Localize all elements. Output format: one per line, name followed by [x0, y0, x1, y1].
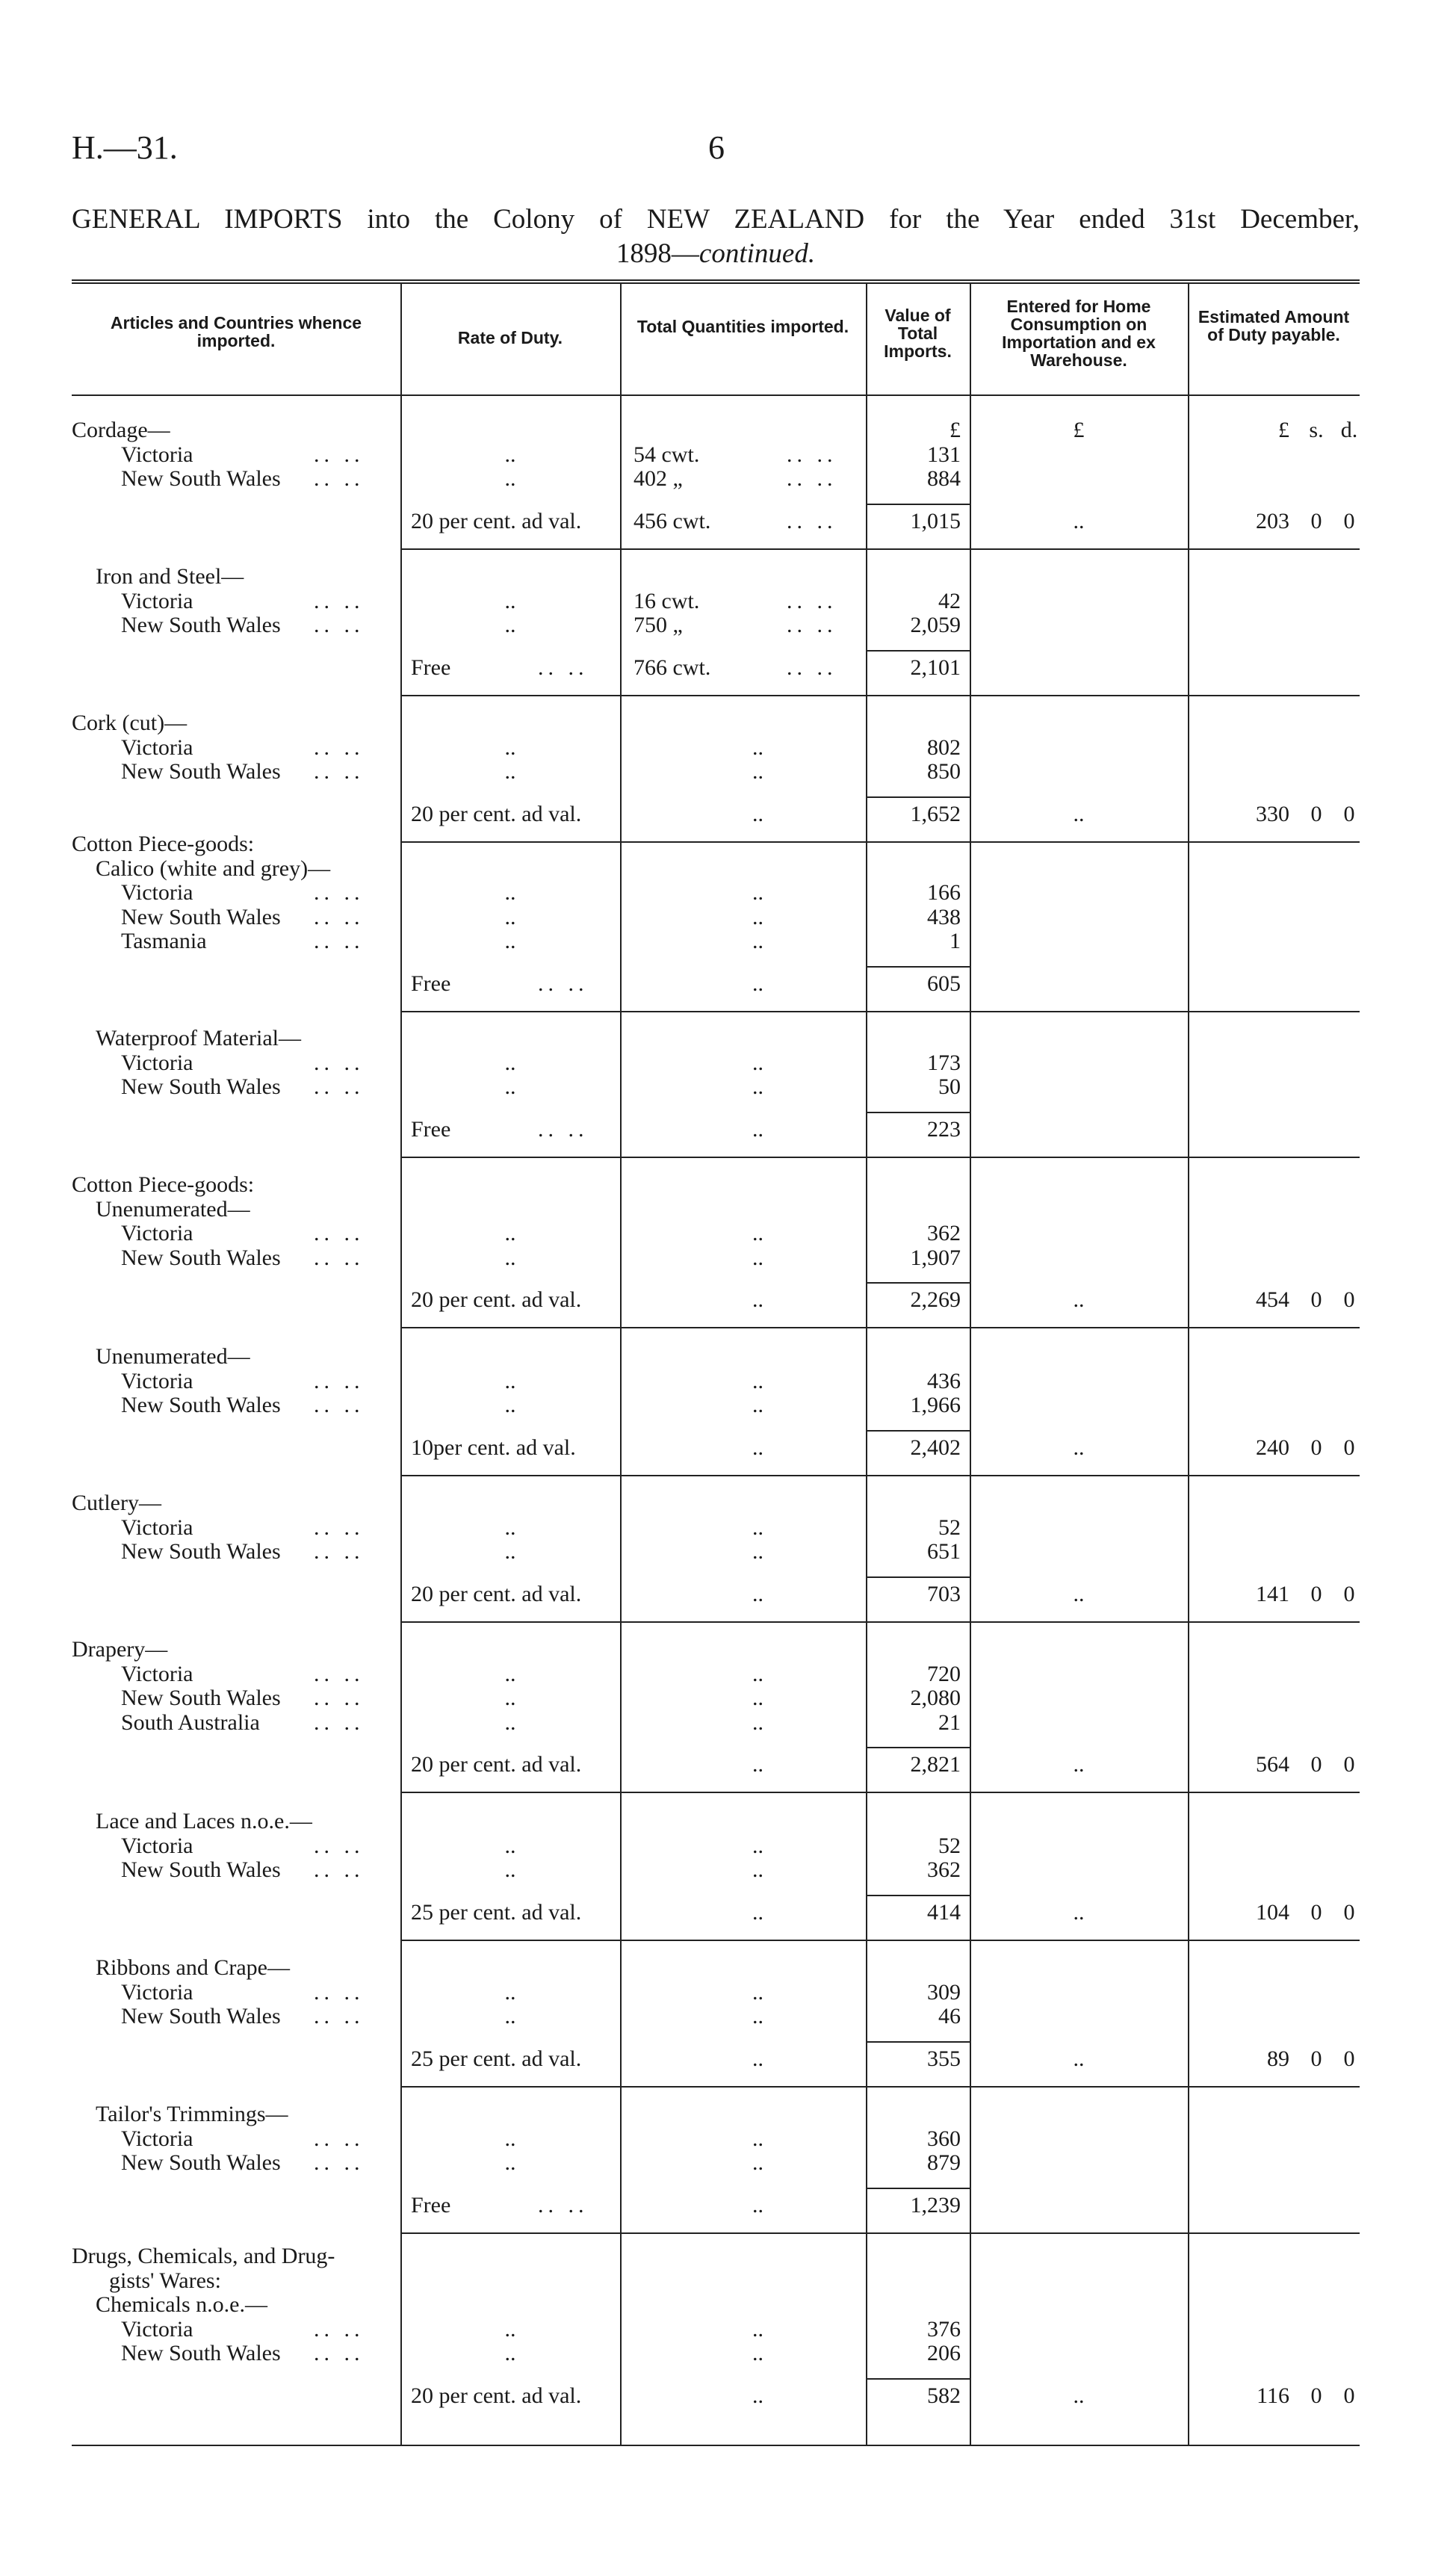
quantity-dots: .. — [752, 2004, 763, 2028]
table-title: GENERAL IMPORTS into the Colony of NEW ZEALAND for the Year ended 31st December, — [72, 204, 1360, 235]
duty-shillings: 0 — [1310, 1581, 1322, 1606]
rate-dots: .. — [504, 759, 516, 784]
section-heading: Tailor's Trimmings— — [96, 2102, 288, 2126]
rate-dots: .. — [504, 1368, 516, 1393]
quantity-dots: .. — [752, 1979, 763, 2005]
leader-dots: .. .. — [314, 1686, 365, 1710]
leader-dots: .. .. — [314, 1539, 365, 1564]
duty-pounds: 564 — [1256, 1752, 1289, 1777]
quantity-dots: .. .. — [787, 613, 837, 637]
section-heading: Drapery— — [72, 1637, 168, 1662]
leader-dots: .. .. — [314, 2004, 365, 2028]
column-divider — [970, 282, 971, 2445]
total-rate: 20 per cent. ad val. — [411, 1752, 582, 1777]
quantity-dots: .. — [752, 2150, 763, 2175]
country-name: Victoria — [121, 1368, 193, 1393]
rate-dots: .. — [504, 442, 516, 467]
row-value: 309 — [927, 1979, 961, 2005]
quantity: 750 „ — [633, 613, 683, 637]
country-name: Victoria — [121, 588, 193, 613]
country-name: Victoria — [121, 2316, 193, 2342]
rate-dots: .. — [504, 1661, 516, 1686]
row-value: 46 — [938, 2004, 961, 2028]
section-heading: Unenumerated— — [96, 1344, 250, 1369]
section-heading: Waterproof Material— — [96, 1026, 301, 1050]
quantity-dots: .. — [752, 1368, 763, 1393]
duty-pence: 0 — [1343, 508, 1355, 533]
entered-unit: £ — [1073, 418, 1085, 442]
total-value: 703 — [927, 1581, 961, 1606]
section-rule — [400, 548, 1360, 550]
leader-dots: .. .. — [314, 759, 365, 784]
rate-dots: .. — [504, 1979, 516, 2005]
quantity-dots: .. — [752, 1393, 763, 1417]
quantity-dots: .. — [752, 1050, 763, 1075]
duty-shillings: 0 — [1310, 1287, 1322, 1312]
duty-pounds: 203 — [1256, 508, 1289, 533]
column-header-value: Value of Total Imports. — [884, 306, 952, 361]
column-divider — [1188, 282, 1189, 2445]
leader-dots: .. .. — [314, 1833, 365, 1858]
leader-dots: .. .. — [314, 1074, 365, 1099]
quantity-dots: .. .. — [787, 588, 837, 613]
total-rate: 25 per cent. ad val. — [411, 2046, 582, 2071]
subtotal-rule — [866, 1430, 970, 1432]
quantity-dots: .. — [752, 1116, 763, 1142]
total-quantity: 766 cwt. — [633, 654, 711, 680]
section-rule — [400, 1621, 1360, 1623]
quantity-dots: .. — [752, 1857, 763, 1882]
row-value: 362 — [927, 1221, 961, 1245]
country-name: New South Wales — [121, 1857, 281, 1882]
row-value: 1,966 — [910, 1393, 961, 1417]
section-heading: Cotton Piece-goods: — [72, 832, 255, 856]
subtotal-rule — [866, 1895, 970, 1896]
total-value: 582 — [927, 2383, 961, 2408]
quantity-dots: .. — [752, 2192, 763, 2218]
country-name: New South Wales — [121, 1686, 281, 1710]
row-value: 1 — [950, 929, 961, 953]
leader-dots: .. .. — [314, 2126, 365, 2151]
leader-dots: .. .. — [314, 880, 365, 905]
country-name: Victoria — [121, 1979, 193, 2005]
subtotal-rule — [866, 1282, 970, 1284]
total-value: 2,402 — [910, 1435, 961, 1460]
duty-pence: 0 — [1343, 1287, 1355, 1312]
rate-dots: .. — [504, 880, 516, 905]
leader-dots: .. .. — [314, 442, 365, 467]
page-reference: H.—31. — [72, 129, 178, 166]
country-name: Victoria — [121, 1514, 193, 1540]
leader-dots: .. .. — [314, 734, 365, 760]
row-value: 42 — [938, 588, 961, 613]
rate-dots: .. — [504, 929, 516, 953]
entered-value: .. — [1073, 1581, 1085, 1606]
section-rule — [400, 2086, 1360, 2088]
total-value: 355 — [927, 2046, 961, 2071]
subtotal-rule — [866, 1576, 970, 1578]
quantity-dots: .. — [752, 904, 763, 929]
duty-pence-unit: d. — [1340, 418, 1358, 442]
country-name: Victoria — [121, 734, 193, 760]
rate-dots: .. — [504, 2341, 516, 2365]
leader-dots: .. .. — [314, 2341, 365, 2365]
country-name: Tasmania — [121, 929, 207, 953]
country-name: Victoria — [121, 1661, 193, 1686]
rate-dots: .. — [504, 2316, 516, 2342]
entered-value: .. — [1073, 801, 1085, 826]
quantity-dots: .. — [752, 801, 763, 826]
leader-dots: .. .. — [314, 2316, 365, 2342]
leader-dots: .. .. — [314, 613, 365, 637]
entered-value: .. — [1073, 1899, 1085, 1925]
quantity-dots: .. — [752, 971, 763, 996]
duty-pence: 0 — [1343, 2046, 1355, 2071]
column-header-articles: Articles and Countries whence imported. — [110, 313, 362, 350]
quantity-dots: .. — [752, 2316, 763, 2342]
row-value: 173 — [927, 1050, 961, 1075]
row-value: 52 — [938, 1514, 961, 1540]
total-value: 2,821 — [910, 1752, 961, 1777]
total-value: 1,652 — [910, 801, 961, 826]
total-value: 414 — [927, 1899, 961, 1925]
quantity-dots: .. — [752, 1221, 763, 1245]
leader-dots: .. .. — [314, 1661, 365, 1686]
quantity-dots: .. — [752, 1287, 763, 1312]
row-value: 879 — [927, 2150, 961, 2175]
total-quantity: 456 cwt. — [633, 508, 711, 533]
country-name: New South Wales — [121, 759, 281, 784]
duty-pence: 0 — [1343, 1752, 1355, 1777]
leader-dots: .. .. — [314, 1245, 365, 1270]
section-heading: gists' Wares: — [109, 2268, 221, 2293]
country-name: New South Wales — [121, 2150, 281, 2175]
duty-pounds: 104 — [1256, 1899, 1289, 1925]
row-value: 131 — [927, 442, 961, 467]
duty-pounds: 116 — [1257, 2383, 1289, 2408]
leader-dots: .. .. — [314, 1368, 365, 1393]
duty-shillings: 0 — [1310, 1752, 1322, 1777]
column-header-entered: Entered for Home Consumption on Importation and ex Warehouse. — [1002, 297, 1156, 370]
column-header-rate: Rate of Duty. — [457, 328, 563, 347]
row-value: 436 — [927, 1368, 961, 1393]
row-value: 206 — [927, 2341, 961, 2365]
rate-leader-dots: .. .. — [538, 2192, 589, 2218]
entered-value: .. — [1073, 508, 1085, 533]
total-rate: Free — [411, 1116, 451, 1142]
rate-dots: .. — [504, 904, 516, 929]
rate-dots: .. — [504, 613, 516, 637]
leader-dots: .. .. — [314, 1514, 365, 1540]
leader-dots: .. .. — [314, 1979, 365, 2005]
entered-value: .. — [1073, 2046, 1085, 2071]
quantity-dots: .. — [752, 1833, 763, 1858]
subtotal-rule — [866, 2188, 970, 2189]
section-rule — [400, 1792, 1360, 1793]
rate-dots: .. — [504, 1393, 516, 1417]
quantity-dots: .. — [752, 1539, 763, 1564]
total-value: 1,239 — [910, 2192, 961, 2218]
value-unit: £ — [950, 418, 961, 442]
quantity-dots: .. — [752, 2046, 763, 2071]
section-heading: Ribbons and Crape— — [96, 1955, 290, 1980]
duty-pence: 0 — [1343, 2383, 1355, 2408]
quantity-dots: .. .. — [787, 654, 837, 680]
quantity-dots: .. — [752, 1245, 763, 1270]
duty-pence: 0 — [1343, 1899, 1355, 1925]
section-heading: Unenumerated— — [96, 1196, 250, 1222]
leader-dots: .. .. — [314, 929, 365, 953]
subtotal-rule — [866, 1747, 970, 1748]
leader-dots: .. .. — [314, 2150, 365, 2175]
country-name: New South Wales — [121, 613, 281, 637]
duty-pounds: 89 — [1267, 2046, 1289, 2071]
total-rate: 10per cent. ad val. — [411, 1435, 576, 1460]
leader-dots: .. .. — [314, 904, 365, 929]
rate-leader-dots: .. .. — [538, 971, 589, 996]
rate-dots: .. — [504, 1686, 516, 1710]
duty-pence: 0 — [1343, 801, 1355, 826]
total-rate: 25 per cent. ad val. — [411, 1899, 582, 1925]
country-name: New South Wales — [121, 2004, 281, 2028]
duty-shillings: 0 — [1310, 1899, 1322, 1925]
duty-pounds: 141 — [1256, 1581, 1289, 1606]
rate-dots: .. — [504, 588, 516, 613]
section-heading: Lace and Laces n.o.e.— — [96, 1809, 312, 1833]
country-name: New South Wales — [121, 1539, 281, 1564]
entered-value: .. — [1073, 2383, 1085, 2408]
quantity-dots: .. — [752, 2341, 763, 2365]
leader-dots: .. .. — [314, 1857, 365, 1882]
total-rate: 20 per cent. ad val. — [411, 508, 582, 533]
title-continued-label: continued. — [698, 238, 816, 269]
row-value: 438 — [927, 904, 961, 929]
quantity-dots: .. .. — [787, 466, 837, 491]
country-name: Victoria — [121, 880, 193, 905]
section-heading: Cutlery— — [72, 1491, 161, 1515]
subtotal-rule — [866, 2378, 970, 2380]
row-value: 884 — [927, 466, 961, 491]
section-heading: Cordage— — [72, 418, 170, 442]
rate-dots: .. — [504, 2126, 516, 2151]
table-top-rule-inner — [72, 282, 1360, 284]
total-value: 605 — [927, 971, 961, 996]
row-value: 2,059 — [910, 613, 961, 637]
quantity-dots: .. — [752, 2383, 763, 2408]
total-rate: Free — [411, 2192, 451, 2218]
rate-leader-dots: .. .. — [538, 654, 589, 680]
section-heading: Cotton Piece-goods: — [72, 1172, 255, 1197]
quantity-dots: .. — [752, 1074, 763, 1099]
leader-dots: .. .. — [314, 1050, 365, 1075]
subtotal-rule — [866, 650, 970, 652]
table-title-continued — [72, 238, 1360, 270]
quantity-dots: .. — [752, 1435, 763, 1460]
quantity-dots: .. — [752, 1752, 763, 1777]
subtotal-rule — [866, 966, 970, 968]
section-rule — [400, 1157, 1360, 1158]
section-heading: Drugs, Chemicals, and Drug- — [72, 2244, 335, 2268]
row-value: 850 — [927, 759, 961, 784]
section-rule — [400, 1940, 1360, 1941]
subtotal-rule — [866, 504, 970, 505]
quantity-dots: .. .. — [787, 442, 837, 467]
section-rule — [400, 695, 1360, 696]
section-rule — [400, 1475, 1360, 1476]
country-name: Victoria — [121, 1050, 193, 1075]
section-rule — [400, 2232, 1360, 2234]
title-year: 1898— — [616, 238, 699, 269]
total-rate: Free — [411, 971, 451, 996]
row-value: 50 — [938, 1074, 961, 1099]
page-number: 6 — [708, 129, 725, 166]
duty-pounds: 240 — [1256, 1435, 1289, 1460]
section-heading: Cork (cut)— — [72, 711, 188, 735]
country-name: New South Wales — [121, 2341, 281, 2365]
duty-pence: 0 — [1343, 1581, 1355, 1606]
quantity-dots: .. — [752, 1661, 763, 1686]
duty-shillings: 0 — [1310, 1435, 1322, 1460]
country-name: New South Wales — [121, 466, 281, 491]
rate-dots: .. — [504, 734, 516, 760]
total-rate: Free — [411, 654, 451, 680]
country-name: New South Wales — [121, 1074, 281, 1099]
duty-pence: 0 — [1343, 1435, 1355, 1460]
header-bottom-rule — [72, 394, 1360, 396]
total-rate: 20 per cent. ad val. — [411, 1581, 582, 1606]
row-value: 1,907 — [910, 1245, 961, 1270]
rate-dots: .. — [504, 1514, 516, 1540]
rate-dots: .. — [504, 466, 516, 491]
quantity-dots: .. — [752, 1709, 763, 1735]
rate-leader-dots: .. .. — [538, 1116, 589, 1142]
leader-dots: .. .. — [314, 1709, 365, 1735]
subtotal-rule — [866, 1112, 970, 1113]
rate-dots: .. — [504, 1833, 516, 1858]
entered-value: .. — [1073, 1435, 1085, 1460]
total-rate: 20 per cent. ad val. — [411, 2383, 582, 2408]
row-value: 2,080 — [910, 1686, 961, 1710]
rate-dots: .. — [504, 1709, 516, 1735]
column-divider — [400, 282, 402, 2445]
quantity-dots: .. — [752, 1686, 763, 1710]
entered-value: .. — [1073, 1287, 1085, 1312]
quantity-dots: .. — [752, 1581, 763, 1606]
section-rule — [400, 841, 1360, 843]
section-heading: Calico (white and grey)— — [96, 855, 331, 881]
country-name: Victoria — [121, 1221, 193, 1245]
leader-dots: .. .. — [314, 466, 365, 491]
subtotal-rule — [866, 2041, 970, 2043]
country-name: Victoria — [121, 2126, 193, 2151]
country-name: New South Wales — [121, 904, 281, 929]
quantity-dots: .. — [752, 734, 763, 760]
leader-dots: .. .. — [314, 1221, 365, 1245]
quantity: 16 cwt. — [633, 588, 700, 613]
total-value: 2,101 — [910, 654, 961, 680]
rate-dots: .. — [504, 2150, 516, 2175]
total-rate: 20 per cent. ad val. — [411, 1287, 582, 1312]
rate-dots: .. — [504, 1050, 516, 1075]
row-value: 52 — [938, 1833, 961, 1858]
country-name: Victoria — [121, 1833, 193, 1858]
leader-dots: .. .. — [314, 588, 365, 613]
country-name: South Australia — [121, 1709, 260, 1735]
country-name: Victoria — [121, 442, 193, 467]
column-header-duty: Estimated Amount of Duty payable. — [1198, 307, 1350, 344]
leader-dots: .. .. — [314, 1393, 365, 1417]
quantity-dots: .. — [752, 759, 763, 784]
row-value: 376 — [927, 2316, 961, 2342]
quantity-dots: .. — [752, 1899, 763, 1925]
entered-value: .. — [1073, 1752, 1085, 1777]
row-value: 360 — [927, 2126, 961, 2151]
duty-pounds-unit: £ — [1278, 418, 1289, 442]
total-rate: 20 per cent. ad val. — [411, 801, 582, 826]
duty-shillings-unit: s. — [1309, 418, 1324, 442]
section-rule — [400, 1327, 1360, 1328]
rate-dots: .. — [504, 2004, 516, 2028]
duty-shillings: 0 — [1310, 801, 1322, 826]
subtotal-rule — [866, 796, 970, 798]
duty-shillings: 0 — [1310, 2046, 1322, 2071]
total-value: 2,269 — [910, 1287, 961, 1312]
rate-dots: .. — [504, 1074, 516, 1099]
row-value: 362 — [927, 1857, 961, 1882]
row-value: 802 — [927, 734, 961, 760]
row-value: 720 — [927, 1661, 961, 1686]
country-name: New South Wales — [121, 1245, 281, 1270]
country-name: New South Wales — [121, 1393, 281, 1417]
table-top-rule — [72, 279, 1360, 281]
quantity-dots: .. — [752, 880, 763, 905]
duty-shillings: 0 — [1310, 508, 1322, 533]
rate-dots: .. — [504, 1221, 516, 1245]
quantity-dots: .. .. — [787, 508, 837, 533]
duty-shillings: 0 — [1310, 2383, 1322, 2408]
row-value: 21 — [938, 1709, 961, 1735]
section-rule — [400, 1011, 1360, 1012]
rate-dots: .. — [504, 1539, 516, 1564]
rate-dots: .. — [504, 1857, 516, 1882]
quantity-dots: .. — [752, 2126, 763, 2151]
total-value: 1,015 — [910, 508, 961, 533]
row-value: 651 — [927, 1539, 961, 1564]
duty-pounds: 454 — [1256, 1287, 1289, 1312]
quantity-dots: .. — [752, 929, 763, 953]
section-heading: Iron and Steel— — [96, 564, 244, 589]
total-value: 223 — [927, 1116, 961, 1142]
rate-dots: .. — [504, 1245, 516, 1270]
column-divider — [620, 282, 622, 2445]
column-header-quantities: Total Quantities imported. — [636, 317, 849, 336]
duty-pounds: 330 — [1256, 801, 1289, 826]
table-bottom-rule — [72, 2445, 1360, 2446]
quantity-dots: .. — [752, 1514, 763, 1540]
quantity: 54 cwt. — [633, 442, 700, 467]
section-heading: Chemicals n.o.e.— — [96, 2292, 267, 2317]
quantity: 402 „ — [633, 466, 683, 491]
row-value: 166 — [927, 880, 961, 905]
